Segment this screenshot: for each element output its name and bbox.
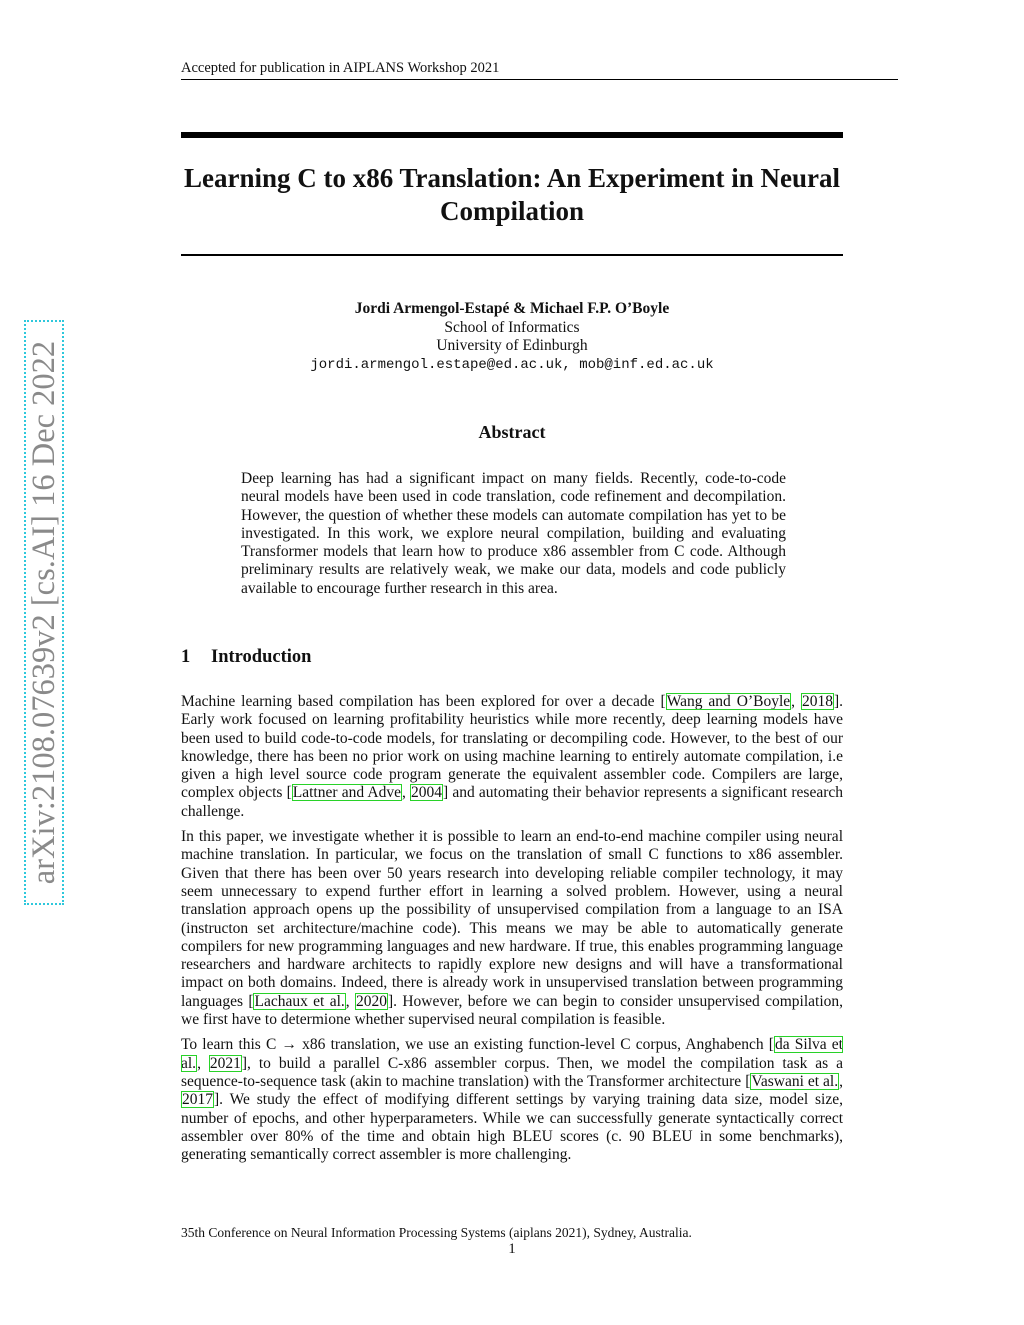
- citation-link-da-silva[interactable]: da Silva et al.: [181, 1036, 843, 1072]
- citation-year-link[interactable]: 2020: [355, 992, 387, 1010]
- citation-separator: ,: [345, 992, 355, 1010]
- conference-footnote: 35th Conference on Neural Information Processing Systems (aiplans 2021), Sydney, Australia.: [181, 1225, 692, 1240]
- author-emails[interactable]: jordi.armengol.estape@ed.ac.uk, mob@inf.ed.ac.uk: [310, 356, 714, 373]
- paragraph-text: ]. However, before we can begin to consider unsupervised compilation, we first have to determione whether supervised neural compilation is feasible.: [181, 992, 843, 1029]
- running-header: Accepted for publication in AIPLANS Workshop 2021: [181, 60, 500, 76]
- paragraph-text: ]. We study the effect of modifying different settings by varying training data size, model size, number of epochs, and other hyperparameters. While we can successfully generate syntactically correct assembler over 80% of the time and obtain high BLEU scores (c. 90 BLEU in some benchmarks), generating semantically correct assembler is more challenging.: [181, 1091, 843, 1164]
- intro-paragraph-3: [181, 1036, 843, 1164]
- author-block: [181, 300, 843, 374]
- title-rule-top: [181, 132, 843, 138]
- abstract-body: Deep learning has had a significant impact on many fields. Recently, code-to-code neural models have been used in code translation, code refinement and decompilation. However, the question of whether these models can automate compilation has yet to be investigated. In this work, we explore neural compilation, building and evaluating Transformer models that learn how to produce x86 assembler from C code. Although preliminary results are relatively weak, we make our data, models and code publicly available to encourage further research in this area.: [241, 470, 786, 597]
- citation-link-vaswani[interactable]: Vaswani et al.: [751, 1072, 839, 1090]
- paragraph-text: ], to build a parallel C-x86 assembler corpus. Then, we model the compilation task as a sequence-to-sequence task (akin to machine translation) with the Transformer architecture [: [181, 1054, 844, 1090]
- paragraph-text: To learn this C → x86 translation, we use an existing function-level C corpus, Anghabench [: [181, 1036, 774, 1054]
- author-university: University of Edinburgh: [436, 337, 588, 354]
- intro-paragraph-1: [181, 693, 843, 821]
- citation-separator: ,: [401, 784, 411, 802]
- title-rule-bottom: [181, 254, 843, 256]
- citation-year-link[interactable]: 2004: [411, 784, 443, 802]
- paragraph-text: ] and automating their behavior represents a significant research challenge.: [181, 784, 844, 820]
- citation-year-link[interactable]: 2021: [209, 1054, 241, 1072]
- citation-separator: ,: [791, 693, 801, 710]
- citation-link-lachaux[interactable]: Lachaux et al.: [254, 992, 345, 1010]
- paragraph-text: Machine learning based compilation has been explored for over a decade [: [181, 693, 666, 710]
- arxiv-identifier-stamp[interactable]: arXiv:2108.07639v2 [cs.AI] 16 Dec 2022: [24, 320, 64, 905]
- section-title: Introduction: [211, 647, 312, 667]
- citation-year-link[interactable]: 2017: [182, 1091, 213, 1109]
- author-school: School of Informatics: [444, 318, 580, 336]
- paragraph-text: In this paper, we investigate whether it is possible to learn an end-to-end machine compiler using neural machine translation. In particular, we focus on the translation of small C functions to x86 assembler. Given that there has been over 50 years research into developing reliable compiler technology, it may seem unnecessary to expend further effort in learning a solved problem. However, using a neural translation approach opens up the possibility of unsupervised compilation from a language to an ISA (instructon set architecture/machine code). This means we may be able to automatically generate compilers for new programming languages and new hardware. If true, this enables programming language researchers and hardware architects to rapidly explore new designs and will have a transformational impact on both domains. Indeed, there is already work in unsupervised translation between programming languages [: [181, 828, 843, 1010]
- citation-separator: ,: [197, 1054, 209, 1072]
- intro-paragraph-2: [181, 828, 843, 1029]
- paragraph-text: ]. Early work focused on learning profitability heuristics while more recently, deep learning models have been used to build code-to-code models, for translating or decompiling code. However, to the best of our knowledge, there has been no prior work on using machine learning to entirely automate compilation, i.e given a high level source code program generate the equivalent assembler code. Compilers are large, complex objects [: [181, 693, 844, 802]
- citation-year-link[interactable]: 2018: [801, 693, 833, 710]
- citation-separator: ,: [839, 1072, 843, 1090]
- introduction-body: [181, 693, 843, 1171]
- header-rule: [181, 79, 898, 80]
- citation-link-wang-oboyle[interactable]: Wang and O’Boyle: [666, 693, 791, 710]
- page-number: 1: [508, 1241, 516, 1257]
- paper-title: Learning C to x86 Translation: An Experiment in Neural Compilation: [183, 163, 841, 226]
- citation-link-lattner-adve[interactable]: Lattner and Adve: [292, 784, 401, 802]
- section-number: 1: [181, 647, 191, 667]
- section-heading-introduction: [181, 647, 311, 668]
- abstract-heading: Abstract: [478, 422, 546, 442]
- author-names: Jordi Armengol-Estapé & Michael F.P. O’Boyle: [354, 300, 670, 317]
